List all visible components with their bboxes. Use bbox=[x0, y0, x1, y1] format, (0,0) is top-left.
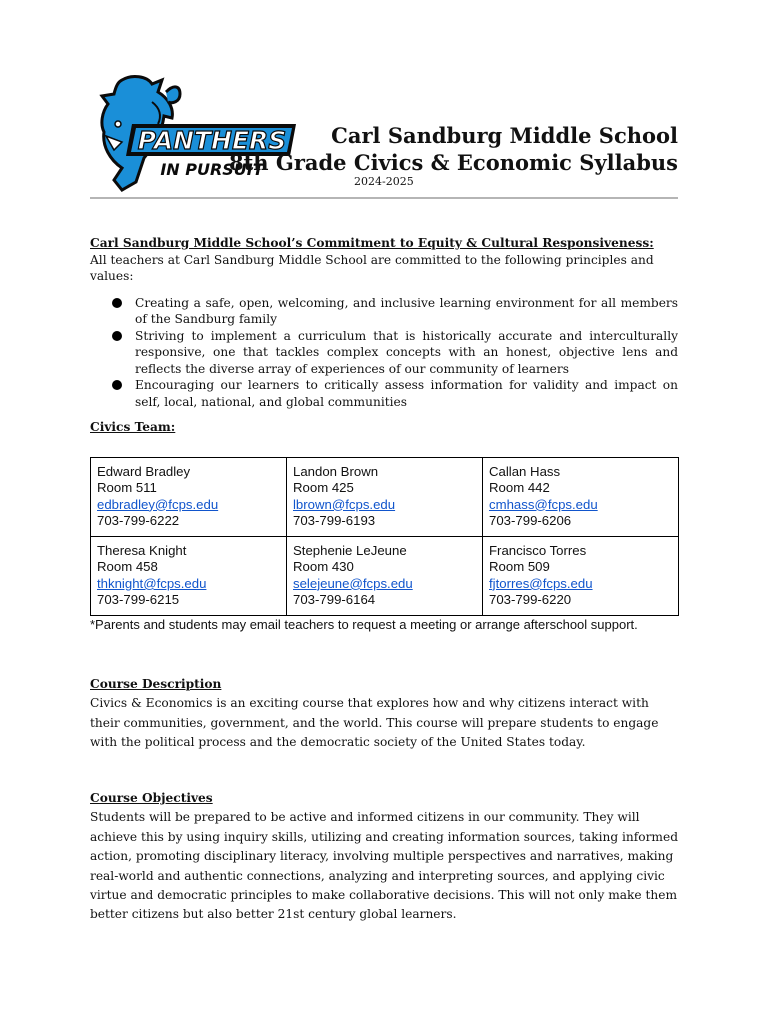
school-year: 2024-2025 bbox=[354, 175, 414, 188]
table-row bbox=[91, 537, 679, 616]
course-objectives-heading: Course Objectives bbox=[90, 791, 213, 805]
course-objectives-section bbox=[90, 789, 678, 925]
principles-list bbox=[90, 295, 678, 411]
bullet-icon bbox=[112, 331, 122, 341]
team-heading: Civics Team: bbox=[90, 420, 176, 434]
teacher-name: Landon Brown bbox=[293, 464, 379, 479]
teacher-email-link[interactable]: lbrown@fcps.edu bbox=[293, 496, 396, 512]
table-row bbox=[91, 458, 679, 537]
commitment-section bbox=[90, 235, 678, 410]
header-divider bbox=[90, 197, 678, 199]
teacher-email-link[interactable]: edbradley@fcps.edu bbox=[97, 496, 219, 512]
teacher-phone: 703-799-6193 bbox=[293, 512, 376, 528]
principle-text: Striving to implement a curriculum that is historically accurate and interculturally responsive, one that tackles complex concepts with an honest, objective lens and reflects the diverse array of experiences of our community of learners bbox=[135, 328, 678, 376]
team-member-cell bbox=[287, 458, 483, 537]
course-objectives-body: Students will be prepared to be active and informed citizens in our community. They will achieve this by using inquiry skills, utilizing and creating information sources, taking informed action, promoting disciplinary literacy, involving multiple perspectives and narratives, making real-world and authentic connections, analyzing and interpreting sources, and applying civic virtue and democratic principles to make collaborative decisions. This will not only make them better citizens but also better 21st century global learners. bbox=[90, 810, 678, 922]
logo-sub-text: IN PURSUIT bbox=[160, 160, 264, 179]
team-member-cell bbox=[483, 458, 679, 537]
teacher-room: Room 430 bbox=[293, 559, 354, 575]
team-footnote: *Parents and students may email teachers to request a meeting or arrange afterschool support. bbox=[90, 617, 638, 632]
list-item bbox=[90, 377, 678, 410]
teacher-phone: 703-799-6164 bbox=[293, 592, 376, 608]
commitment-heading: Carl Sandburg Middle School’s Commitment to Equity & Cultural Responsiveness: bbox=[90, 236, 654, 250]
teacher-room: Room 511 bbox=[97, 480, 157, 496]
teacher-email-link[interactable]: selejeune@fcps.edu bbox=[293, 575, 413, 591]
teacher-name: Stephenie LeJeune bbox=[293, 543, 407, 559]
principle-text: Encouraging our learners to critically assess information for validity and impact on self, local, national, and global communities bbox=[135, 378, 678, 409]
teacher-phone: 703-799-6220 bbox=[489, 592, 572, 608]
teacher-email-link[interactable]: thknight@fcps.edu bbox=[97, 575, 207, 591]
teacher-phone: 703-799-6206 bbox=[489, 512, 572, 528]
teacher-phone: 703-799-6215 bbox=[97, 592, 180, 608]
course-description-body: Civics & Economics is an exciting course that explores how and why citizens interact with their communities, government, and the world. This course will prepare students to engage with the political process and the democratic society of the United States today. bbox=[90, 696, 659, 750]
teacher-room: Room 458 bbox=[97, 559, 158, 575]
syllabus-title: 8th Grade Civics & Economic Syllabus bbox=[229, 150, 678, 175]
header-titles bbox=[229, 122, 678, 176]
teacher-phone: 703-799-6222 bbox=[97, 512, 180, 528]
teacher-email-link[interactable]: cmhass@fcps.edu bbox=[489, 496, 598, 512]
school-name: Carl Sandburg Middle School bbox=[331, 123, 678, 148]
team-member-cell bbox=[91, 537, 287, 616]
bullet-icon bbox=[112, 380, 122, 390]
teacher-email-link[interactable]: fjtorres@fcps.edu bbox=[489, 575, 593, 591]
list-item bbox=[90, 295, 678, 328]
teacher-name: Callan Hass bbox=[489, 464, 561, 479]
team-section-heading bbox=[90, 419, 678, 436]
teacher-name: Francisco Torres bbox=[489, 543, 587, 559]
principle-text: Creating a safe, open, welcoming, and inclusive learning environment for all members of the Sandburg family bbox=[135, 295, 678, 326]
course-description-heading: Course Description bbox=[90, 677, 222, 691]
team-member-cell bbox=[91, 458, 287, 537]
commitment-intro: All teachers at Carl Sandburg Middle School are committed to the following principles and values: bbox=[90, 252, 654, 283]
list-item bbox=[90, 328, 678, 378]
team-member-cell bbox=[483, 537, 679, 616]
teacher-name: Edward Bradley bbox=[97, 464, 191, 479]
teacher-room: Room 442 bbox=[489, 480, 550, 496]
teacher-room: Room 425 bbox=[293, 480, 354, 496]
teacher-room: Room 509 bbox=[489, 559, 550, 575]
logo-main-text: PANTHERS bbox=[137, 126, 287, 155]
bullet-icon bbox=[112, 298, 122, 308]
teacher-name: Theresa Knight bbox=[97, 543, 187, 559]
team-table bbox=[90, 457, 679, 616]
team-member-cell bbox=[287, 537, 483, 616]
course-description-section bbox=[90, 675, 678, 753]
